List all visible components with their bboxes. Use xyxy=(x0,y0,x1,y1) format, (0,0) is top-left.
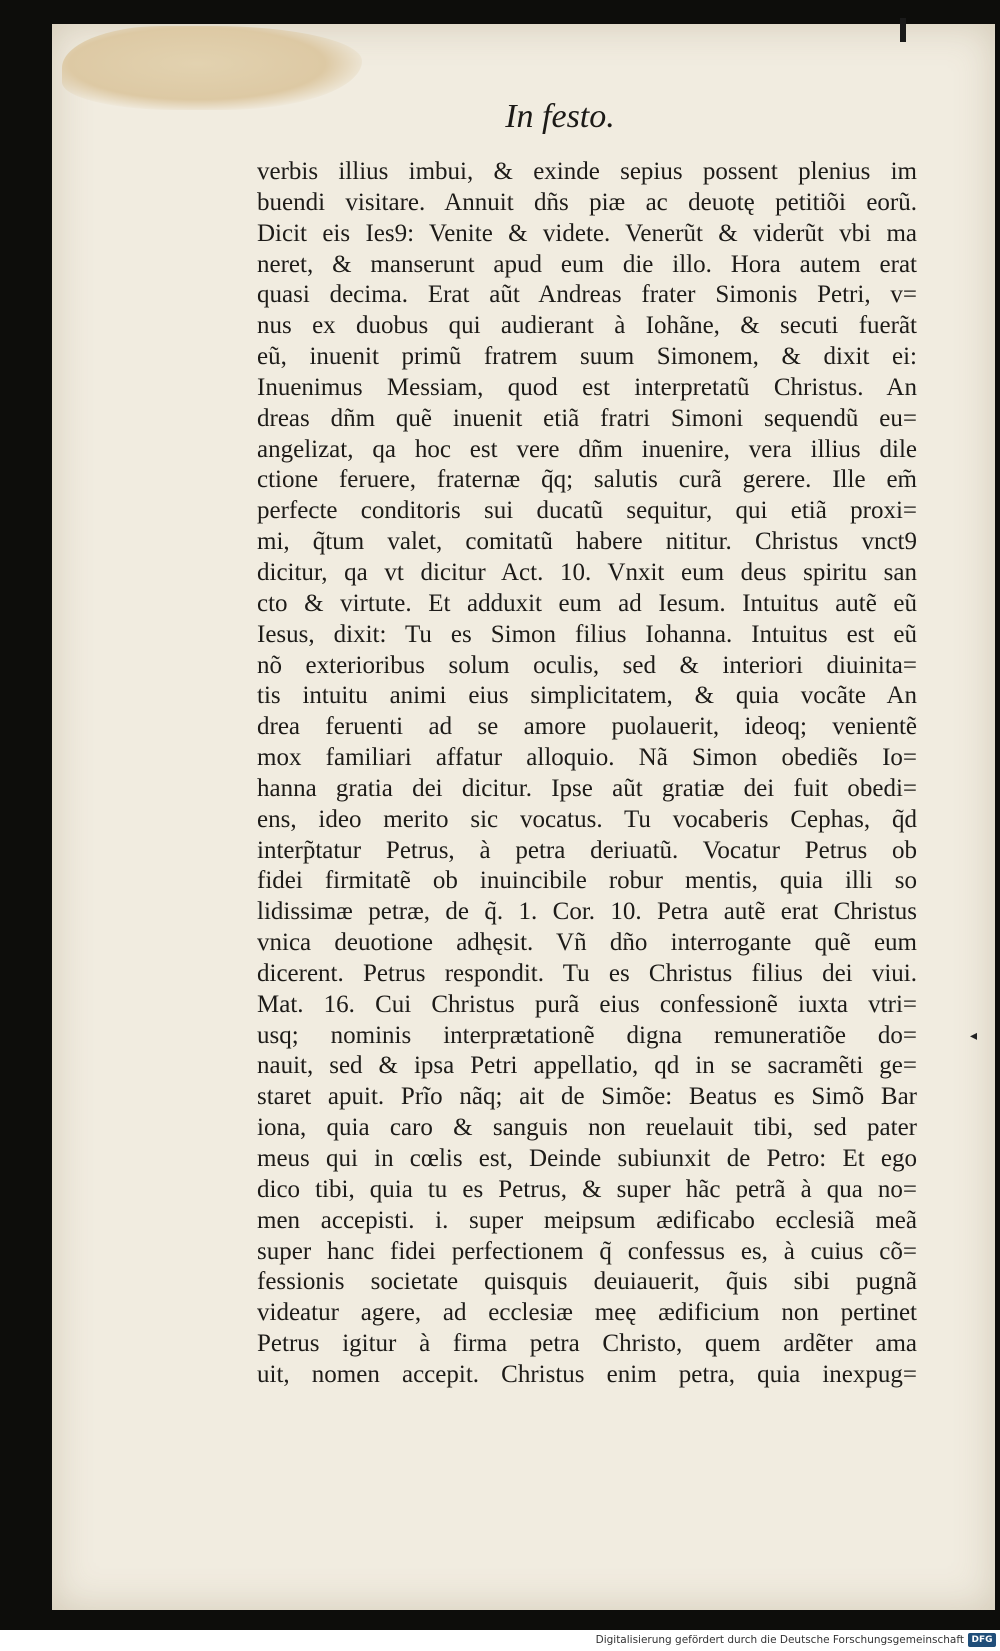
body-text xyxy=(257,157,917,1391)
margin-arrow-icon: ◂ xyxy=(970,1028,978,1044)
text-line: mox familiari affatur alloquio. Nã Simon obediẽs Io= xyxy=(257,744,917,772)
text-line: angelizat, qa hoc est vere dñm inuenire, vera illius dile xyxy=(257,435,917,463)
text-line: fidei firmitatẽ ob inuincibile robur mentis, quia illi so xyxy=(257,867,917,895)
text-line: cto & virtute. Et adduxit eum ad Iesum. Intuitus autẽ eũ xyxy=(257,589,917,617)
text-line: dico tibi, quia tu es Petrus, & super hãc petrã à qua no= xyxy=(257,1175,917,1203)
text-line: Petrus igitur à firma petra Christo, quem ardẽter ama xyxy=(257,1330,917,1358)
text-line: drea feruenti ad se amore puolauerit, ideoq; venientẽ xyxy=(257,713,917,741)
text-line: tis intuitu animi eius simplicitatem, & quia vocãte An xyxy=(257,682,917,710)
footer-credit: Digitalisierung gefördert durch die Deutsche Forschungsgemeinschaft xyxy=(595,1634,964,1646)
text-line: dicitur, qa vt dicitur Act. 10. Vnxit eum deus spiritu san xyxy=(257,558,917,586)
text-line: Mat. 16. Cui Christus purã eius confessionẽ iuxta vtri= xyxy=(257,990,917,1018)
text-line: perfecte conditoris sui ducatũ sequitur, qui etiã proxi= xyxy=(257,497,917,525)
text-line: dreas dñm quẽ inuenit etiã fratri Simoni sequendũ eu= xyxy=(257,404,917,432)
running-head: In festo. xyxy=(505,98,615,135)
text-line: quasi decima. Erat aũt Andreas frater Simonis Petri, v= xyxy=(257,281,917,309)
text-line: lidissimæ petræ, de q̃. 1. Cor. 10. Petra autẽ erat Christus xyxy=(257,898,917,926)
text-line: nauit, sed & ipsa Petri appellatio, qd in se sacramẽti ge= xyxy=(257,1052,917,1080)
text-line: buendi visitare. Annuit dñs piæ ac deuotę petitiõi eorũ. xyxy=(257,188,917,216)
text-line: uit, nomen accepit. Christus enim petra, quia inexpug= xyxy=(257,1360,917,1388)
text-line: eũ, inuenit primũ fratrem suum Simonem, & dixit ei: xyxy=(257,343,917,371)
text-line: nus ex duobus qui audierant à Iohãne, & secuti fuerãt xyxy=(257,312,917,340)
text-line: ctione feruere, fraternæ q̃q; salutis curã gerere. Ille em̃ xyxy=(257,466,917,494)
text-line: verbis illius imbui, & exinde sepius possent plenius im xyxy=(257,158,917,185)
text-line: Dicit eis Ies9: Venite & videte. Venerũt & viderũt vbi ma xyxy=(257,219,917,247)
text-line: videatur agere, ad ecclesiæ meę ædificium non pertinet xyxy=(257,1299,917,1327)
text-line: ens, ideo merito sic vocatus. Tu vocaberis Cephas, q̃d xyxy=(257,805,917,833)
text-line: men accepisti. i. super meipsum ædificabo ecclesiã meã xyxy=(257,1206,917,1234)
text-line: hanna gratia dei dicitur. Ipse aũt gratiæ dei fuit obedi= xyxy=(257,774,917,802)
text-line: usq; nominis interprætationẽ digna remuneratiõe do= xyxy=(257,1021,917,1049)
text-line: neret, & manserunt apud eum die illo. Hora autem erat xyxy=(257,250,917,278)
text-line: interp̃tatur Petrus, à petra deriuatũ. Vocatur Petrus ob xyxy=(257,836,917,864)
text-line: nõ exterioribus solum oculis, sed & interiori diuinita= xyxy=(257,651,917,679)
text-line: meus qui in cœlis est, Deinde subiunxit de Petro: Et ego xyxy=(257,1145,917,1172)
text-line: vnica deuotione adhęsit. Vñ dño interrogante quẽ eum xyxy=(257,929,917,957)
text-line: fessionis societate quisquis deuiauerit, q̃uis sibi pugnã xyxy=(257,1268,917,1296)
text-line: super hanc fidei perfectionem q̃ confessus es, à cuius cõ= xyxy=(257,1237,917,1265)
text-line: mi, q̃tum valet, comitatũ habere nititur. Christus vnct9 xyxy=(257,528,917,556)
text-line: dicerent. Petrus respondit. Tu es Christus filius dei viui. xyxy=(257,959,917,987)
text-line: Iesus, dixit: Tu es Simon filius Iohanna. Intuitus est eũ xyxy=(257,620,917,648)
page-mark xyxy=(900,18,906,42)
text-line: Inuenimus Messiam, quod est interpretatũ Christus. An xyxy=(257,373,917,401)
dfg-logo: DFG xyxy=(968,1633,996,1647)
text-line: iona, quia caro & sanguis non reuelauit tibi, sed pater xyxy=(257,1114,917,1142)
text-line: staret apuit. Prĩo nãq; ait de Simõe: Beatus es Simõ Bar xyxy=(257,1083,917,1111)
